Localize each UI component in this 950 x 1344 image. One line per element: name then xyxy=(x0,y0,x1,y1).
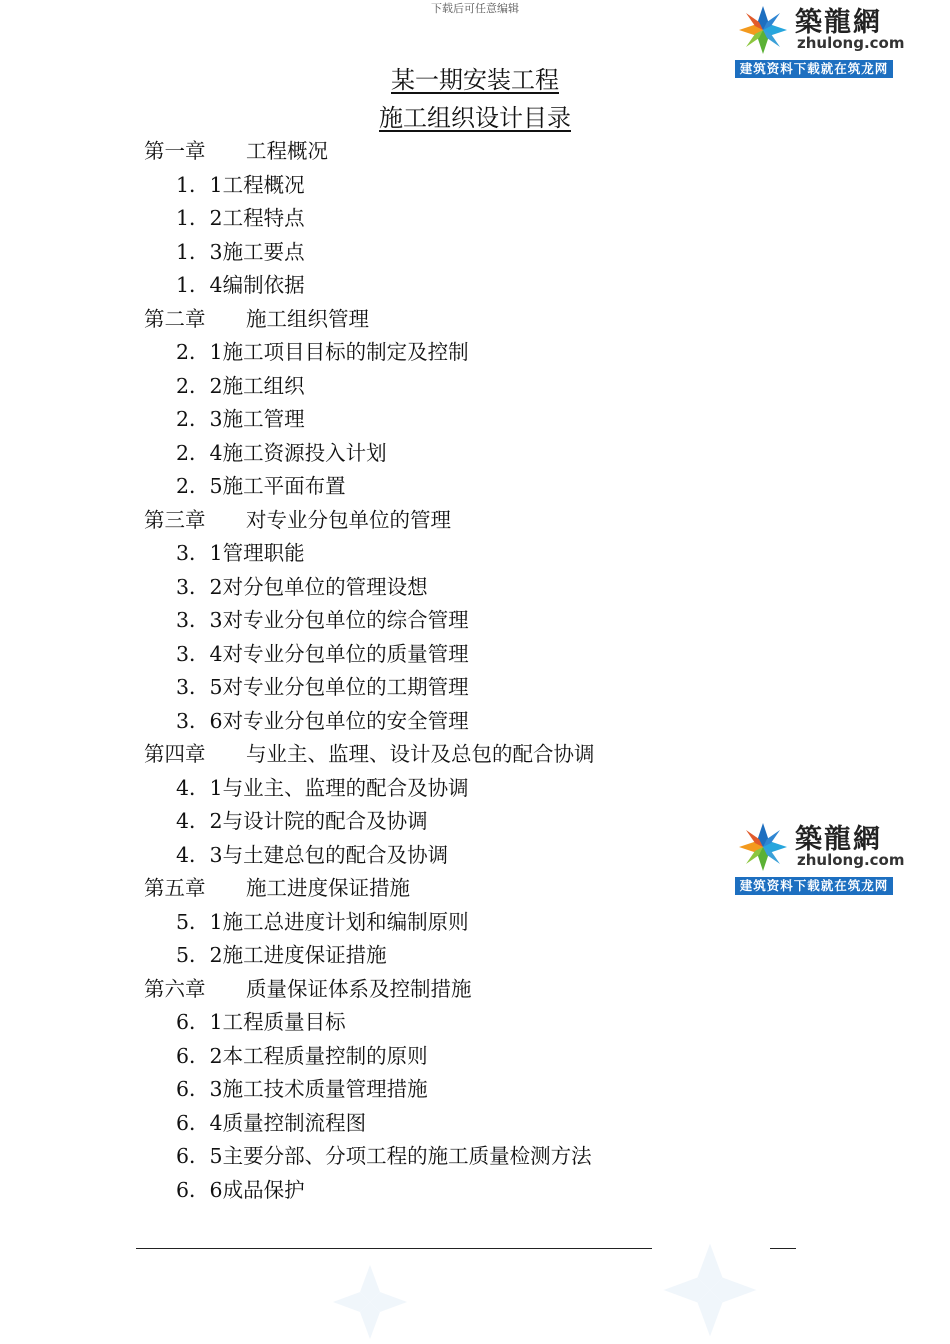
footer-rule-right xyxy=(770,1248,796,1249)
chapter-number: 第三章 xyxy=(144,508,206,532)
toc-section: 6．5主要分部、分项工程的施工质量检测方法 xyxy=(176,1144,592,1168)
chapter-number: 第六章 xyxy=(144,977,206,1001)
toc-section: 5．1施工总进度计划和编制原则 xyxy=(176,910,469,934)
logo-name-en: zhulong.com xyxy=(797,34,905,52)
document-title: 某一期安装工程 xyxy=(391,66,559,94)
toc-section: 6．4质量控制流程图 xyxy=(176,1111,367,1135)
logo-slogan: 建筑资料下载就在筑龙网 xyxy=(735,877,893,895)
chapter-number: 第四章 xyxy=(144,742,206,766)
toc-chapter xyxy=(144,741,595,767)
toc-section: 1．3施工要点 xyxy=(176,240,305,264)
toc-section: 1．4编制依据 xyxy=(176,273,305,297)
toc-section: 4．2与设计院的配合及协调 xyxy=(176,809,428,833)
document-subtitle: 施工组织设计目录 xyxy=(379,104,571,132)
header-note: 下载后可任意编辑 xyxy=(431,2,519,15)
toc-section: 6．3施工技术质量管理措施 xyxy=(176,1077,428,1101)
logo-name-cn: 築龍網 xyxy=(795,824,882,855)
toc-chapter xyxy=(144,976,472,1002)
toc-section: 2．5施工平面布置 xyxy=(176,474,346,498)
chapter-title: 工程概况 xyxy=(246,139,328,163)
toc-section: 1．1工程概况 xyxy=(176,173,305,197)
chapter-title: 施工进度保证措施 xyxy=(246,876,410,900)
toc-section: 3．3对专业分包单位的综合管理 xyxy=(176,608,469,632)
chapter-number: 第五章 xyxy=(144,876,206,900)
chapter-title: 与业主、监理、设计及总包的配合协调 xyxy=(246,742,595,766)
logo-slogan: 建筑资料下载就在筑龙网 xyxy=(735,60,893,78)
toc-section: 3．4对专业分包单位的质量管理 xyxy=(176,642,469,666)
toc-chapter xyxy=(144,306,369,332)
toc-section: 3．2对分包单位的管理设想 xyxy=(176,575,428,599)
toc-section: 3．6对专业分包单位的安全管理 xyxy=(176,709,469,733)
toc-section: 1．2工程特点 xyxy=(176,206,305,230)
toc-section: 2．4施工资源投入计划 xyxy=(176,441,387,465)
chapter-number: 第一章 xyxy=(144,139,206,163)
chapter-number: 第二章 xyxy=(144,307,206,331)
logo-name-en: zhulong.com xyxy=(797,851,905,869)
toc-section: 5．2施工进度保证措施 xyxy=(176,943,387,967)
toc-section: 3．1管理职能 xyxy=(176,541,305,565)
toc-chapter xyxy=(144,875,410,901)
logo-name-cn: 築龍網 xyxy=(795,7,882,38)
toc-section: 2．3施工管理 xyxy=(176,407,305,431)
toc-section: 6．1工程质量目标 xyxy=(176,1010,346,1034)
chapter-title: 施工组织管理 xyxy=(246,307,369,331)
toc-section: 2．2施工组织 xyxy=(176,374,305,398)
toc-chapter xyxy=(144,507,451,533)
toc-section: 4．1与业主、监理的配合及协调 xyxy=(176,776,469,800)
toc-section: 6．2本工程质量控制的原则 xyxy=(176,1044,428,1068)
toc-section: 2．1施工项目目标的制定及控制 xyxy=(176,340,469,364)
toc-section: 3．5对专业分包单位的工期管理 xyxy=(176,675,469,699)
chapter-title: 质量保证体系及控制措施 xyxy=(246,977,472,1001)
toc-chapter xyxy=(144,138,328,164)
toc-section: 4．3与土建总包的配合及协调 xyxy=(176,843,449,867)
footer-rule-left xyxy=(136,1248,652,1249)
chapter-title: 对专业分包单位的管理 xyxy=(246,508,451,532)
toc-section: 6．6成品保护 xyxy=(176,1178,305,1202)
